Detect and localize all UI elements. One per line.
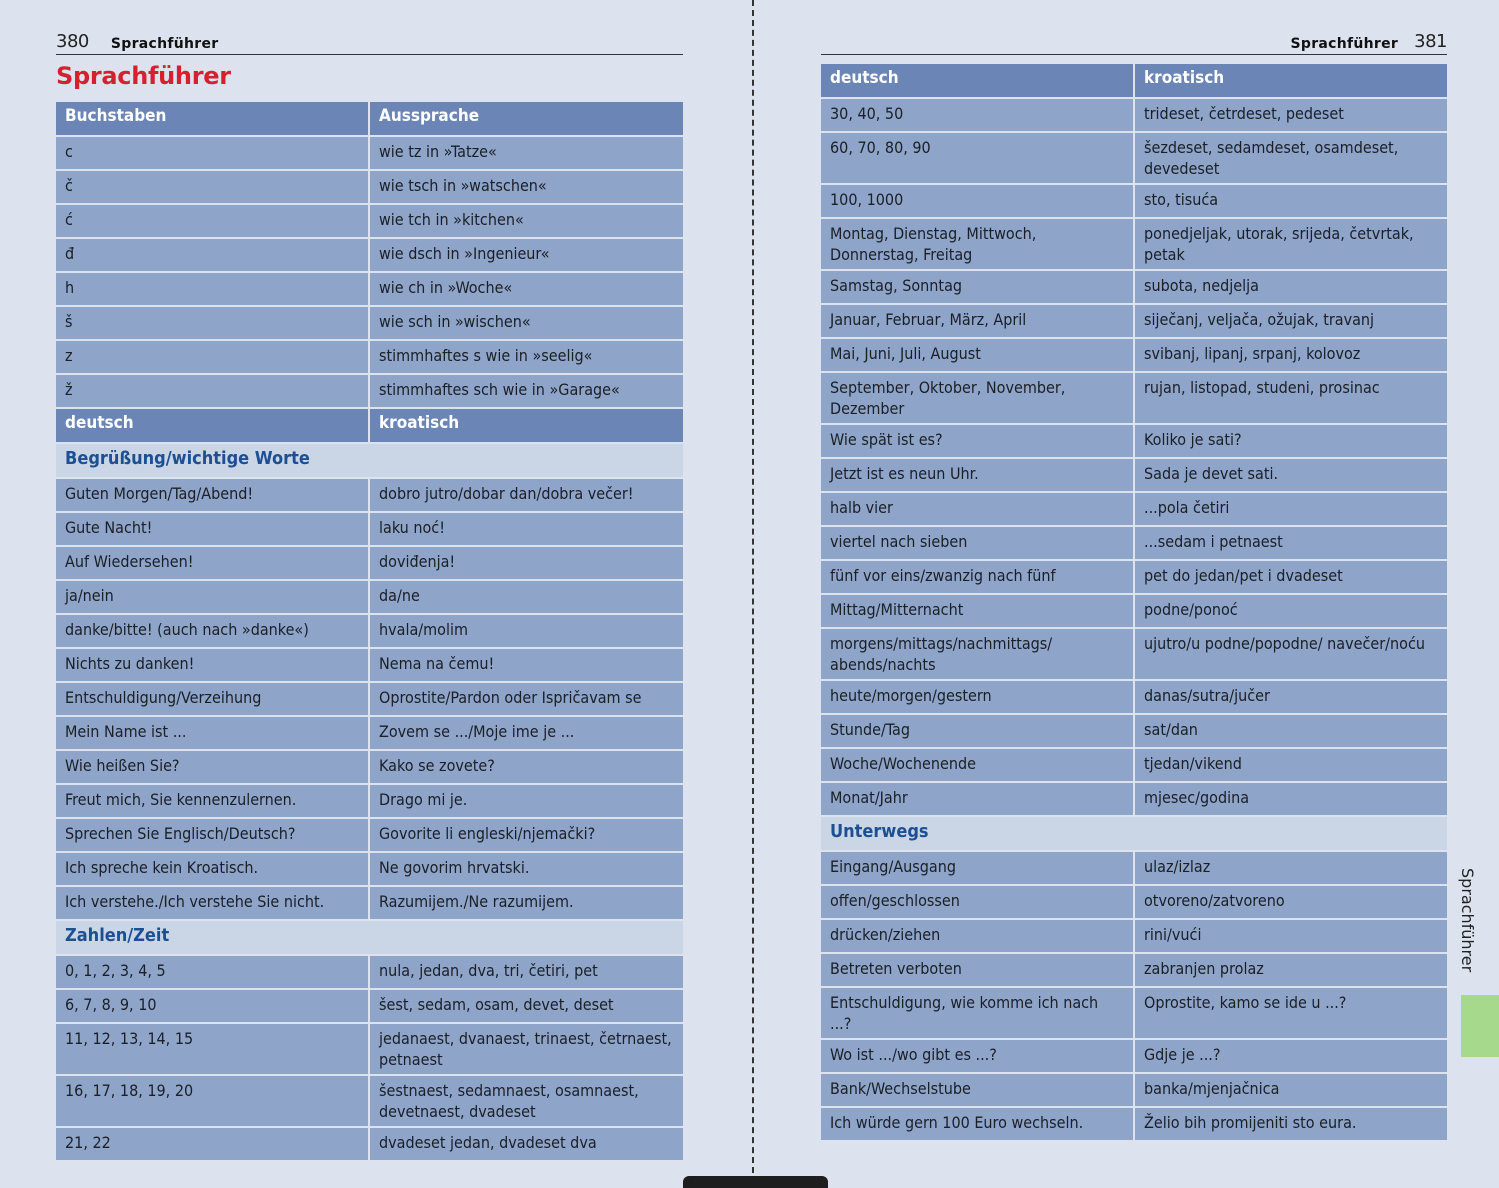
croatian-phrase: ...sedam i petnaest (1134, 526, 1447, 560)
german-phrase: Mai, Juni, Juli, August (821, 338, 1134, 372)
croatian-phrase: wie tsch in »watschen« (369, 170, 683, 204)
table-row (821, 1073, 1447, 1107)
table-row (56, 852, 683, 886)
section-heading: Begrüßung/wichtige Worte (56, 443, 683, 478)
table-row (821, 338, 1447, 372)
table-header-row (821, 64, 1447, 98)
croatian-phrase: da/ne (369, 580, 683, 614)
table-row (56, 1075, 683, 1127)
german-phrase: viertel nach sieben (821, 526, 1134, 560)
table-row (56, 989, 683, 1023)
croatian-phrase: wie tz in »Tatze« (369, 136, 683, 170)
table-row (56, 682, 683, 716)
table-row (821, 851, 1447, 885)
table-row (821, 98, 1447, 132)
table-row (821, 628, 1447, 680)
german-phrase: 6, 7, 8, 9, 10 (56, 989, 369, 1023)
table-row (56, 614, 683, 648)
croatian-phrase: sto, tisuća (1134, 184, 1447, 218)
croatian-phrase: Zovem se .../Moje ime je ... (369, 716, 683, 750)
table-header-row (56, 102, 683, 136)
german-phrase: Mein Name ist ... (56, 716, 369, 750)
german-phrase: Entschuldigung, wie komme ich nach ...? (821, 987, 1134, 1039)
croatian-phrase: Želio bih promijeniti sto eura. (1134, 1107, 1447, 1141)
table-row (56, 955, 683, 989)
croatian-phrase: danas/sutra/jučer (1134, 680, 1447, 714)
page-title: Sprachführer (56, 62, 231, 90)
table-row (821, 132, 1447, 184)
column-header-left: Buchstaben (56, 102, 369, 136)
german-phrase: 11, 12, 13, 14, 15 (56, 1023, 369, 1075)
table-row (821, 885, 1447, 919)
german-phrase: č (56, 170, 369, 204)
german-phrase: š (56, 306, 369, 340)
german-phrase: ć (56, 204, 369, 238)
croatian-phrase: tjedan/vikend (1134, 748, 1447, 782)
table-row (56, 818, 683, 852)
croatian-phrase: šezdeset, sedamdeset, osamdeset, devedeset (1134, 132, 1447, 184)
page-number: 380 (56, 31, 89, 52)
croatian-phrase: svibanj, lipanj, srpanj, kolovoz (1134, 338, 1447, 372)
german-phrase: Eingang/Ausgang (821, 851, 1134, 885)
german-phrase: ž (56, 374, 369, 408)
phrase-table-right (821, 64, 1447, 1142)
german-phrase: 21, 22 (56, 1127, 369, 1161)
croatian-phrase: Oprostite/Pardon oder Ispričavam se (369, 682, 683, 716)
german-phrase: Wo ist .../wo gibt es ...? (821, 1039, 1134, 1073)
german-phrase: Nichts zu danken! (56, 648, 369, 682)
german-phrase: Jetzt ist es neun Uhr. (821, 458, 1134, 492)
croatian-phrase: stimmhaftes s wie in »seelig« (369, 340, 683, 374)
table-row (56, 170, 683, 204)
table-row (56, 886, 683, 920)
croatian-phrase: Oprostite, kamo se ide u ...? (1134, 987, 1447, 1039)
table-row (821, 218, 1447, 270)
german-phrase: morgens/mittags/nachmittags/ abends/nachts (821, 628, 1134, 680)
table-row (821, 1107, 1447, 1141)
croatian-phrase: jedanaest, dvanaest, trinaest, četrnaest, petnaest (369, 1023, 683, 1075)
table-row (56, 204, 683, 238)
table-row (56, 374, 683, 408)
croatian-phrase: otvoreno/zatvoreno (1134, 885, 1447, 919)
german-phrase: Mittag/Mitternacht (821, 594, 1134, 628)
german-phrase: đ (56, 238, 369, 272)
table-row (56, 512, 683, 546)
german-phrase: danke/bitte! (auch nach »danke«) (56, 614, 369, 648)
table-row (821, 458, 1447, 492)
german-phrase: 16, 17, 18, 19, 20 (56, 1075, 369, 1127)
table-row (56, 1127, 683, 1161)
croatian-phrase: doviđenja! (369, 546, 683, 580)
croatian-phrase: Koliko je sati? (1134, 424, 1447, 458)
table-row (821, 594, 1447, 628)
table-row (821, 184, 1447, 218)
croatian-phrase: podne/ponoć (1134, 594, 1447, 628)
croatian-phrase: wie tch in »kitchen« (369, 204, 683, 238)
german-phrase: Sprechen Sie Englisch/Deutsch? (56, 818, 369, 852)
german-phrase: Ich spreche kein Kroatisch. (56, 852, 369, 886)
table-row (821, 748, 1447, 782)
german-phrase: Entschuldigung/Verzeihung (56, 682, 369, 716)
german-phrase: heute/morgen/gestern (821, 680, 1134, 714)
german-phrase: c (56, 136, 369, 170)
table-row (821, 680, 1447, 714)
table-row (821, 560, 1447, 594)
german-phrase: 30, 40, 50 (821, 98, 1134, 132)
table-row (56, 750, 683, 784)
croatian-phrase: trideset, četrdeset, pedeset (1134, 98, 1447, 132)
table-row (56, 546, 683, 580)
table-row (56, 272, 683, 306)
right-page (821, 0, 1447, 1183)
croatian-phrase: ujutro/u podne/popodne/ navečer/noću (1134, 628, 1447, 680)
croatian-phrase: šest, sedam, osam, devet, deset (369, 989, 683, 1023)
croatian-phrase: hvala/molim (369, 614, 683, 648)
german-phrase: fünf vor eins/zwanzig nach fünf (821, 560, 1134, 594)
table-row (56, 1023, 683, 1075)
croatian-phrase: Kako se zovete? (369, 750, 683, 784)
table-row (821, 270, 1447, 304)
croatian-phrase: subota, nedjelja (1134, 270, 1447, 304)
croatian-phrase: šestnaest, sedamnaest, osamnaest, devetnaest, dvadeset (369, 1075, 683, 1127)
german-phrase: Wie heißen Sie? (56, 750, 369, 784)
croatian-phrase: ponedjeljak, utorak, srijeda, četvrtak, petak (1134, 218, 1447, 270)
german-phrase: Monat/Jahr (821, 782, 1134, 816)
table-row (56, 784, 683, 818)
croatian-phrase: Razumijem./Ne razumijem. (369, 886, 683, 920)
croatian-phrase: wie sch in »wischen« (369, 306, 683, 340)
croatian-phrase: Govorite li engleski/njemački? (369, 818, 683, 852)
german-phrase: Januar, Februar, März, April (821, 304, 1134, 338)
croatian-phrase: Gdje je ...? (1134, 1039, 1447, 1073)
table-row (821, 492, 1447, 526)
column-header-left: deutsch (56, 408, 369, 443)
table-row (821, 782, 1447, 816)
column-header-right: Aussprache (369, 102, 683, 136)
running-header-left (56, 30, 683, 55)
german-phrase: Guten Morgen/Tag/Abend! (56, 478, 369, 512)
table-row (56, 716, 683, 750)
croatian-phrase: wie ch in »Woche« (369, 272, 683, 306)
croatian-phrase: Nema na čemu! (369, 648, 683, 682)
bottom-handle (683, 1176, 828, 1188)
german-phrase: Betreten verboten (821, 953, 1134, 987)
croatian-phrase: Ne govorim hrvatski. (369, 852, 683, 886)
table-row (56, 306, 683, 340)
german-phrase: Ich würde gern 100 Euro wechseln. (821, 1107, 1134, 1141)
section-heading: Unterwegs (821, 816, 1447, 851)
table-row (56, 136, 683, 170)
croatian-phrase: laku noć! (369, 512, 683, 546)
german-phrase: h (56, 272, 369, 306)
german-phrase: 60, 70, 80, 90 (821, 132, 1134, 184)
croatian-phrase: dvadeset jedan, dvadeset dva (369, 1127, 683, 1161)
table-row (56, 340, 683, 374)
left-page (56, 0, 683, 1183)
table-row (821, 1039, 1447, 1073)
table-row (56, 478, 683, 512)
column-header-right: kroatisch (1134, 64, 1447, 98)
page-number: 381 (1414, 31, 1447, 52)
phrase-table-left (56, 102, 683, 1162)
german-phrase: z (56, 340, 369, 374)
column-header-right: kroatisch (369, 408, 683, 443)
table-header-row (56, 408, 683, 443)
croatian-phrase: Drago mi je. (369, 784, 683, 818)
croatian-phrase: siječanj, veljača, ožujak, travanj (1134, 304, 1447, 338)
page-gutter-divider (752, 0, 754, 1183)
table-row (56, 238, 683, 272)
croatian-phrase: sat/dan (1134, 714, 1447, 748)
table-row (821, 714, 1447, 748)
croatian-phrase: nula, jedan, dva, tri, četiri, pet (369, 955, 683, 989)
german-phrase: Samstag, Sonntag (821, 270, 1134, 304)
table-row (821, 987, 1447, 1039)
table-row (56, 580, 683, 614)
table-row (821, 919, 1447, 953)
croatian-phrase: stimmhaftes sch wie in »Garage« (369, 374, 683, 408)
german-phrase: September, Oktober, November, Dezember (821, 372, 1134, 424)
croatian-phrase: dobro jutro/dobar dan/dobra večer! (369, 478, 683, 512)
german-phrase: Gute Nacht! (56, 512, 369, 546)
german-phrase: 0, 1, 2, 3, 4, 5 (56, 955, 369, 989)
german-phrase: Auf Wiedersehen! (56, 546, 369, 580)
german-phrase: Stunde/Tag (821, 714, 1134, 748)
croatian-phrase: ulaz/izlaz (1134, 851, 1447, 885)
croatian-phrase: Sada je devet sati. (1134, 458, 1447, 492)
croatian-phrase: ...pola četiri (1134, 492, 1447, 526)
running-header-right (821, 30, 1447, 55)
german-phrase: Freut mich, Sie kennenzulernen. (56, 784, 369, 818)
german-phrase: Bank/Wechselstube (821, 1073, 1134, 1107)
german-phrase: Montag, Dienstag, Mittwoch, Donnerstag, Freitag (821, 218, 1134, 270)
croatian-phrase: zabranjen prolaz (1134, 953, 1447, 987)
side-thumb-tab (1461, 995, 1499, 1057)
table-row (821, 372, 1447, 424)
running-title: Sprachführer (110, 36, 219, 52)
section-heading: Zahlen/Zeit (56, 920, 683, 955)
table-row (821, 424, 1447, 458)
section-heading-row (56, 920, 683, 955)
croatian-phrase: rini/vući (1134, 919, 1447, 953)
croatian-phrase: rujan, listopad, studeni, prosinac (1134, 372, 1447, 424)
table-row (821, 304, 1447, 338)
section-heading-row (821, 816, 1447, 851)
german-phrase: ja/nein (56, 580, 369, 614)
german-phrase: Wie spät ist es? (821, 424, 1134, 458)
german-phrase: Ich verstehe./Ich verstehe Sie nicht. (56, 886, 369, 920)
german-phrase: Woche/Wochenende (821, 748, 1134, 782)
croatian-phrase: banka/mjenjačnica (1134, 1073, 1447, 1107)
section-heading-row (56, 443, 683, 478)
table-row (821, 526, 1447, 560)
column-header-left: deutsch (821, 64, 1134, 98)
table-row (821, 953, 1447, 987)
german-phrase: drücken/ziehen (821, 919, 1134, 953)
croatian-phrase: wie dsch in »Ingenieur« (369, 238, 683, 272)
german-phrase: 100, 1000 (821, 184, 1134, 218)
table-row (56, 648, 683, 682)
side-tab-label: Sprachführer (1458, 868, 1477, 973)
german-phrase: halb vier (821, 492, 1134, 526)
running-title: Sprachführer (1290, 36, 1399, 52)
croatian-phrase: mjesec/godina (1134, 782, 1447, 816)
german-phrase: offen/geschlossen (821, 885, 1134, 919)
croatian-phrase: pet do jedan/pet i dvadeset (1134, 560, 1447, 594)
